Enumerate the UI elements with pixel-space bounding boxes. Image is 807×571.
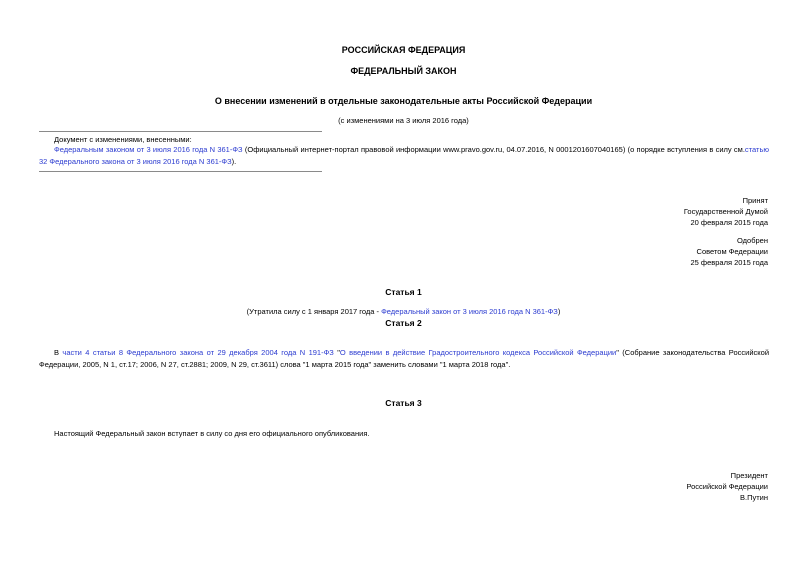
article-2-pre: В [54, 348, 63, 357]
document-title: О внесении изменений в отдельные законодательные акты Российской Федерации [214, 96, 593, 106]
country-heading: РОССИЙСКАЯ ФЕДЕРАЦИЯ [341, 45, 466, 55]
adopted-by: Государственной Думой [683, 207, 768, 216]
adopted-block [560, 195, 768, 228]
article-3-heading: Статья 3 [385, 398, 422, 408]
amending-law-link[interactable]: Федеральным законом от 3 июля 2016 года N 361-ФЗ [54, 145, 243, 154]
changes-intro: Документ с изменениями, внесенными: [54, 135, 192, 144]
approved-by: Советом Федерации [696, 247, 768, 256]
article-1-note-post: ) [557, 307, 561, 316]
approved-line: Одобрен [737, 236, 768, 245]
changes-note [39, 144, 769, 168]
article-1-note [0, 307, 807, 316]
changes-text-end: ). [231, 157, 237, 166]
article-2-text [39, 347, 769, 371]
signature-country: Российской Федерации [686, 482, 768, 491]
approved-date: 25 февраля 2015 года [690, 258, 768, 267]
law-191-link[interactable]: части 4 статьи 8 Федерального закона от 29 декабря 2004 года N 191-ФЗ [62, 348, 334, 357]
divider-bottom [39, 171, 322, 172]
changes-text: (Официальный интернет-портал правовой информации www.pravo.gov.ru, 04.07.2016, N 0001201607040165) (о порядке вступления в силу см. [242, 145, 745, 154]
adopted-line: Принят [742, 196, 768, 205]
signature-title: Президент [730, 471, 768, 480]
article-32-link[interactable]: статью 32 Федерального закона от 3 июля 2016 года N 361-ФЗ [39, 145, 769, 166]
signature-block [560, 470, 768, 503]
article-2-post: " (Собрание законодательства Российской Федерации, 2005, N 1, ст.17; 2006, N 27, ст.2881; 2009, N 29, ст.3611) слова "1 марта 2015 года" заменить словами "1 марта 2018 года". [39, 348, 770, 369]
article-1-heading: Статья 1 [385, 287, 422, 297]
revision-note: (с изменениями на 3 июля 2016 года) [338, 116, 469, 125]
article-2-heading: Статья 2 [385, 318, 422, 328]
repealing-law-link[interactable]: Федеральный закон от 3 июля 2016 года N 361-ФЗ [381, 307, 558, 316]
signature-name: В.Путин [740, 493, 768, 502]
article-2-quote: " [333, 348, 340, 357]
document-type: ФЕДЕРАЛЬНЫЙ ЗАКОН [350, 66, 457, 76]
approved-block [560, 235, 768, 268]
grad-code-link[interactable]: О введении в действие Градостроительного кодекса Российской Федерации [339, 348, 617, 357]
adopted-date: 20 февраля 2015 года [690, 218, 768, 227]
article-3-text: Настоящий Федеральный закон вступает в силу со дня его официального опубликования. [54, 429, 370, 438]
article-1-note-pre: (Утратила силу с 1 января 2017 года - [246, 307, 382, 316]
divider-top [39, 131, 322, 132]
